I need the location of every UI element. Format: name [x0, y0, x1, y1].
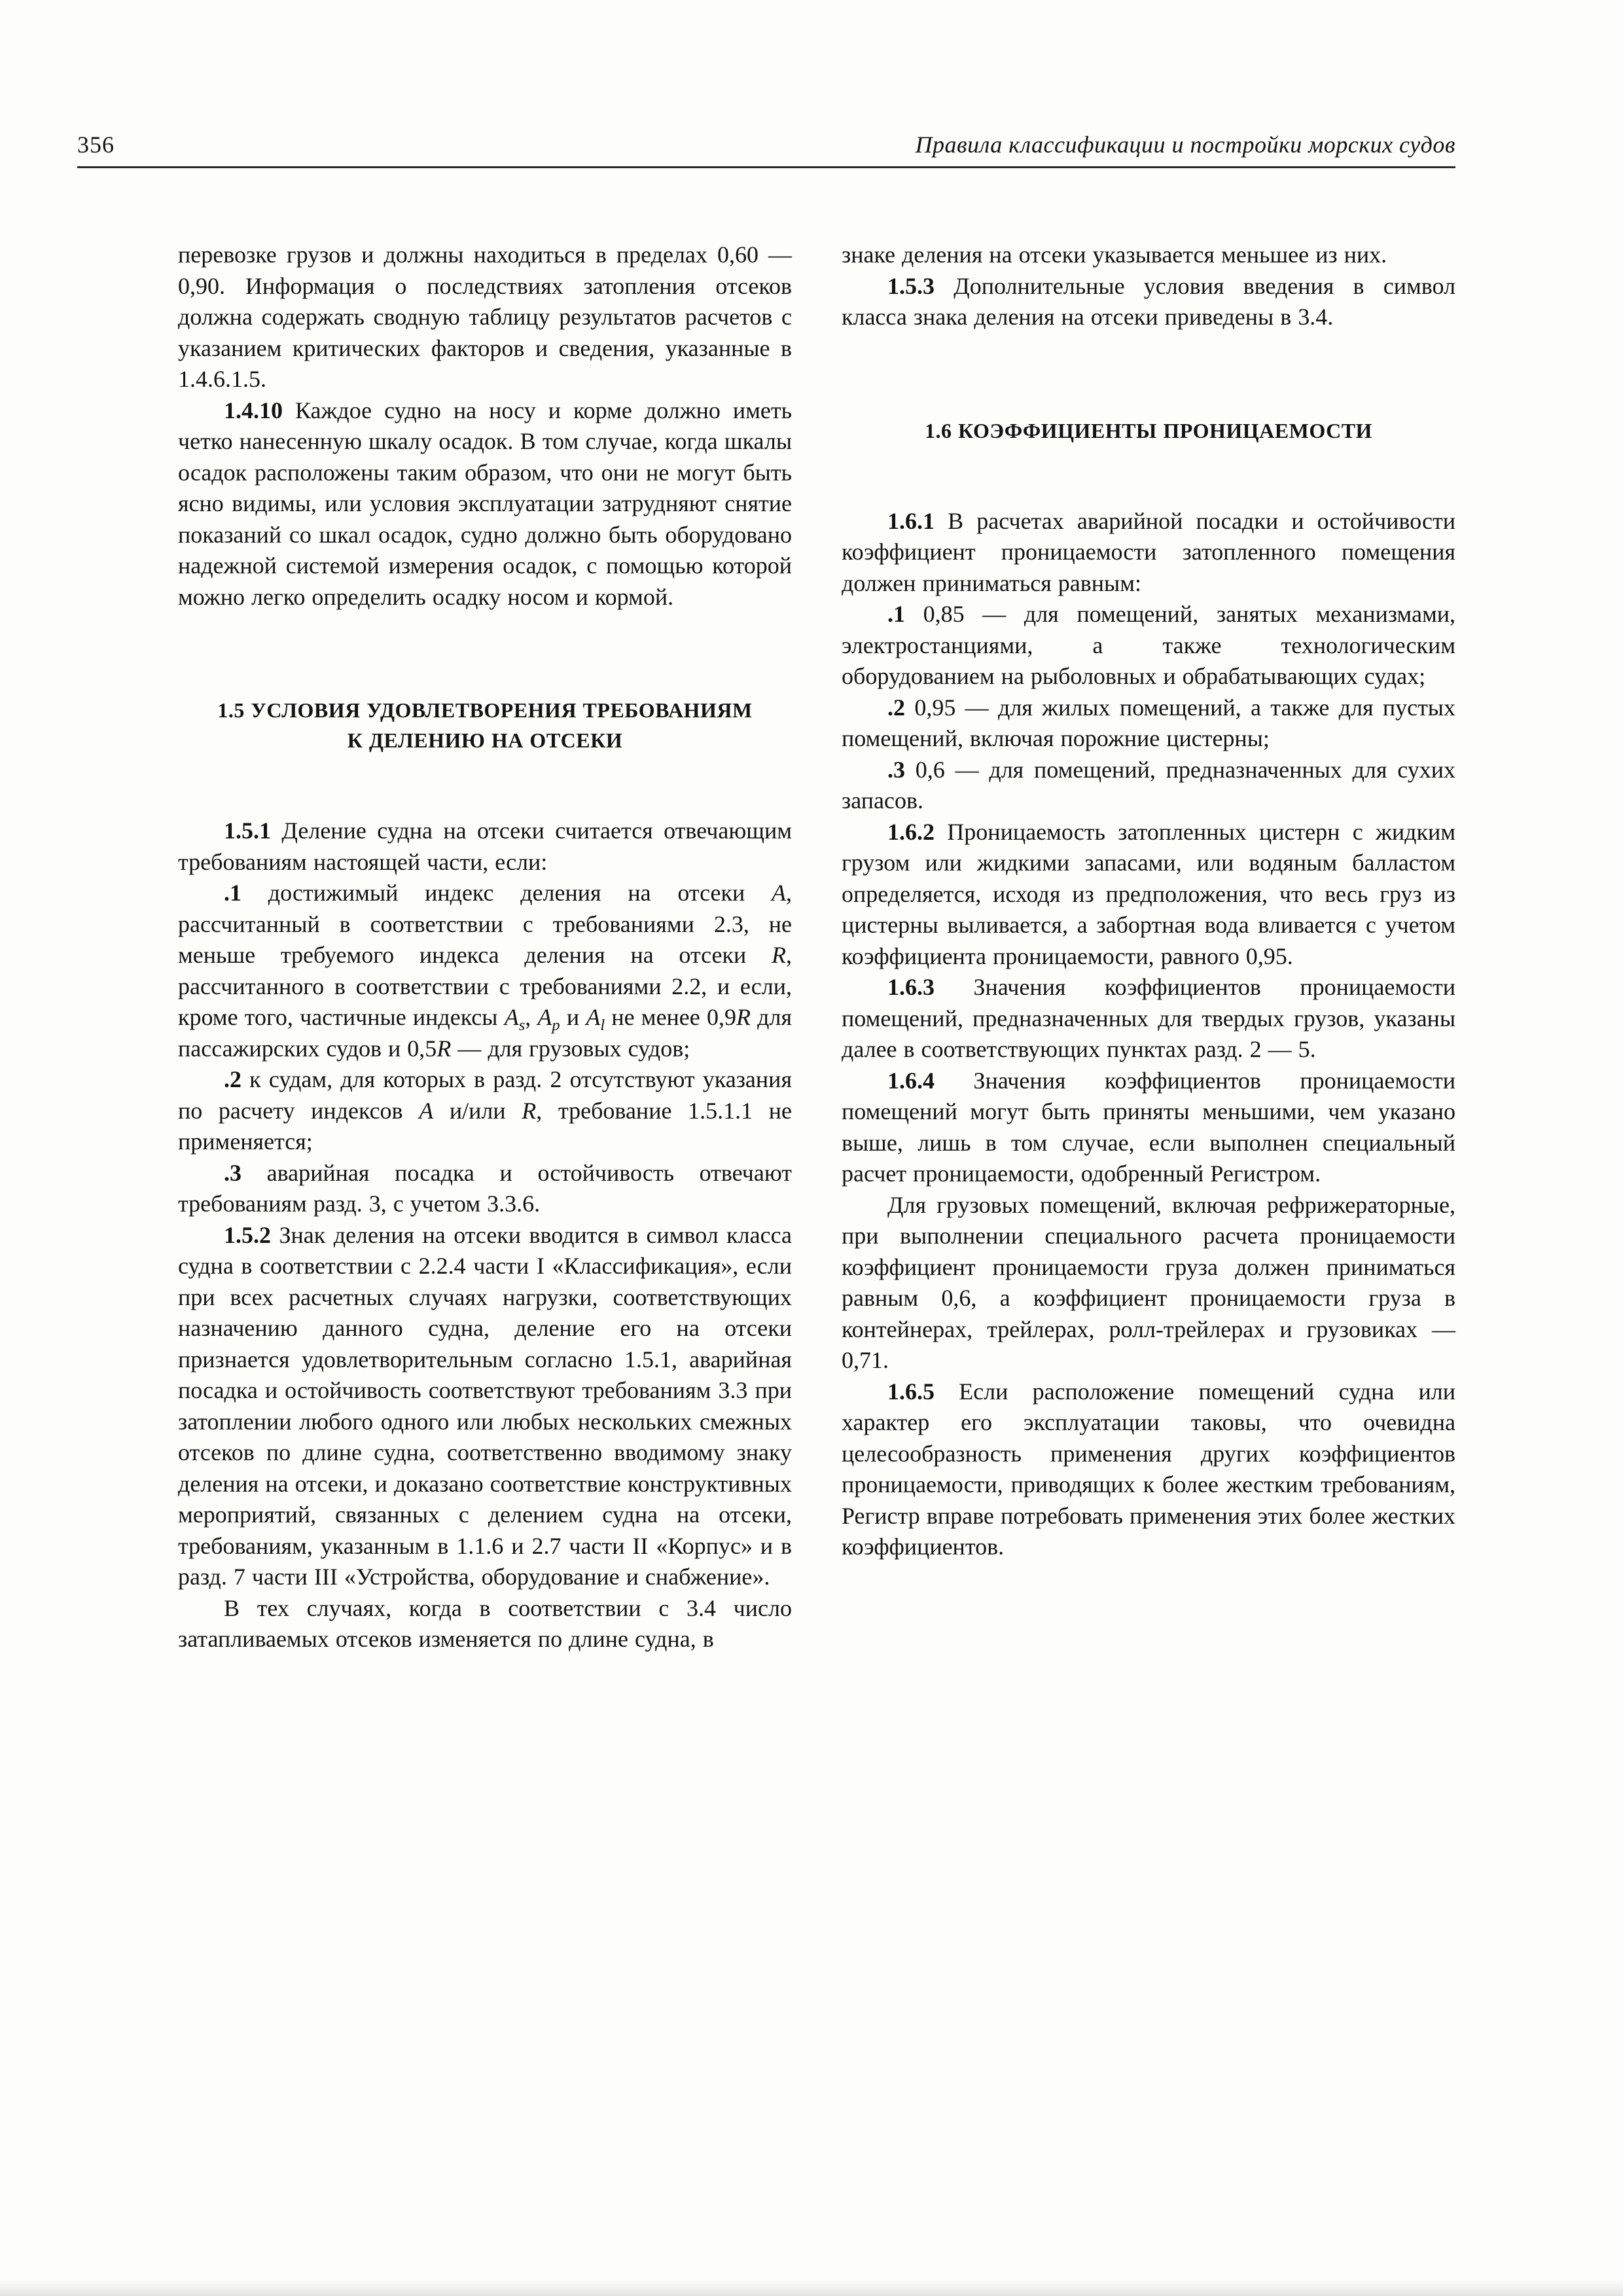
paragraph: [178, 1064, 792, 1158]
text-run: s: [518, 1016, 526, 1035]
text-run: к судам, для которых в разд. 2 отсутствуют указания по расчету индексов: [178, 1066, 792, 1124]
text-run: .3: [887, 756, 905, 783]
text-run: 1.5.1: [224, 817, 271, 844]
text-run: , требование 1.5.1.1 не применяется;: [178, 1097, 792, 1155]
paragraph: [178, 1220, 792, 1593]
page-edge-shadow: [0, 2279, 1623, 2296]
text-run: аварийная посадка и остойчивость отвечают требованиям разд. 3, с учетом 3.3.6.: [178, 1159, 792, 1217]
text-run: Знак деления на отсеки вводится в символ класса судна в соответствии с 2.2.4 части I «Классификация», если при всех расчетных случаях нагрузки, соответствующих назначению данного судна, деление его на отсеки признается удовлетворительным согласно 1.5.1, аварийная посадка и остойчивость соответствуют требованиям 3.3 при затоплении любого одного или любых нескольких смежных отсеков по длине судна, соответственно вводимому знаку деления на отсеки, и доказано соответствие конструктивных мероприятий, связанных с делением судна на отсеки, требованиям, указанным в 1.1.6 и 2.7 части II «Корпус» и в разд. 7 части III «Устройства, оборудование и снабжение».: [178, 1221, 792, 1590]
text-run: A: [772, 880, 786, 906]
text-run: и/или: [433, 1097, 522, 1124]
paragraph: [842, 599, 1455, 692]
text-run: 0,85 — для помещений, занятых механизмами, электростанциями, а также технологическим оборудованием на рыболовных и обрабатывающих судах;: [842, 601, 1455, 689]
text-run: В тех случаях, когда в соответствии с 3.4 число затапливаемых отсеков изменяется по длине судна, в: [178, 1594, 792, 1652]
text-column-left: [178, 240, 792, 1655]
text-run: не менее 0,9: [605, 1004, 736, 1030]
paragraph: [178, 1158, 792, 1220]
text-run: R: [522, 1097, 537, 1124]
text-run: p: [552, 1016, 560, 1035]
text-run: для пассажирских судов и 0,5: [178, 1004, 793, 1062]
text-run: 1.4.10: [224, 397, 283, 423]
text-run: , рассчитанный в соответствии с требованиями 2.3, не меньше требуемого индекса деления на отсеки: [178, 880, 792, 968]
text-run: .2: [224, 1066, 241, 1092]
paragraph: [842, 972, 1455, 1066]
text-run: — для грузовых судов;: [451, 1035, 690, 1062]
text-run: A: [537, 1004, 552, 1030]
paragraph: [178, 816, 792, 878]
text-run: .1: [224, 880, 241, 906]
running-head-title: Правила классификации и постройки морских судов: [915, 132, 1455, 158]
paragraph: [178, 395, 792, 613]
text-run: A: [504, 1004, 519, 1030]
section-heading: [842, 416, 1455, 446]
page-number: 356: [77, 132, 115, 158]
paragraph: [842, 1376, 1455, 1563]
text-run: A: [419, 1097, 434, 1124]
text-run: Проницаемость затопленных цистерн с жидким грузом или жидкими запасами, или водяным балластом определяется, исходя из предположения, что весь груз из цистерны выливается, а забортная вода вливается с учетом коэффициента проницаемости, равного 0,95.: [842, 818, 1455, 969]
text-run: Если расположение помещений судна или характер его эксплуатации таковы, что очевидна целесообразность применения других коэффициентов проницаемости, приводящих к более жестким требованиям, Регистр вправе потребовать применения этих более жестких коэффициентов.: [842, 1378, 1455, 1560]
text-run: 0,6 — для помещений, предназначенных для сухих запасов.: [842, 756, 1455, 814]
text-run: .3: [224, 1159, 241, 1186]
paragraph: [842, 755, 1455, 817]
text-run: Для грузовых помещений, включая рефрижераторные, при выполнении специального расчета проницаемости коэффициент проницаемости груза должен приниматься равным 0,6, а коэффициент проницаемости груза в контейнерах, трейлерах, ролл-трейлерах и грузовиках — 0,71.: [842, 1191, 1455, 1373]
paragraph: [842, 271, 1455, 333]
text-run: Деление судна на отсеки считается отвечающим требованиям настоящей части, если:: [178, 817, 792, 875]
section-heading: [178, 695, 792, 755]
text-run: ,: [525, 1004, 538, 1030]
text-run: 0,95 — для жилых помещений, а также для пустых помещений, включая порожние цистерны;: [842, 694, 1455, 751]
text-run: перевозке грузов и должны находиться в пределах 0,60 — 0,90. Информация о последствиях затопления отсеков должна содержать сводную таблицу результатов расчетов с указанием критических факторов и сведения, указанные в 1.4.6.1.5.: [178, 242, 792, 392]
text-run: .2: [887, 694, 905, 721]
text-run: 1.6.4: [887, 1067, 935, 1094]
text-run: достижимый индекс деления на отсеки: [241, 880, 772, 906]
text-run: .1: [887, 601, 905, 627]
text-run: и: [560, 1004, 586, 1030]
text-run: 1.6.5: [887, 1378, 935, 1405]
paragraph: [842, 817, 1455, 973]
text-run: В расчетах аварийной посадки и остойчивости коэффициент проницаемости затопленного помещения должен приниматься равным:: [842, 507, 1455, 596]
text-run: 1.5.3: [887, 272, 935, 299]
text-run: 1.6 КОЭФФИЦИЕНТЫ ПРОНИЦАЕМОСТИ: [925, 418, 1372, 442]
text-run: R: [736, 1004, 751, 1030]
text-run: R: [772, 942, 786, 968]
text-run: 1.5 УСЛОВИЯ УДОВЛЕТВОРЕНИЯ ТРЕБОВАНИЯМ: [217, 698, 753, 722]
text-run: , рассчитанного в соответствии с требованиями 2.2, и если, кроме того, частичные индексы: [178, 942, 792, 1030]
text-run: 1.5.2: [224, 1221, 271, 1248]
page-body: [178, 240, 1455, 1655]
text-run: знаке деления на отсеки указывается меньшее из них.: [842, 242, 1387, 268]
paragraph: [842, 1066, 1455, 1190]
paragraph: [842, 506, 1455, 600]
paragraph: [842, 240, 1455, 271]
text-run: 1.6.2: [887, 818, 935, 845]
paragraph: [178, 1593, 792, 1655]
paragraph: [842, 692, 1455, 755]
text-run: l: [600, 1016, 605, 1035]
paragraph: [178, 240, 792, 395]
text-run: A: [586, 1004, 601, 1030]
text-run: Дополнительные условия введения в символ класса знака деления на отсеки приведены в 3.4.: [842, 272, 1455, 330]
text-run: К ДЕЛЕНИЮ НА ОТСЕКИ: [347, 728, 623, 752]
paragraph: [842, 1190, 1455, 1376]
page-header: [77, 131, 1455, 168]
text-column-right: [842, 240, 1455, 1655]
text-run: Каждое судно на носу и корме должно иметь четко нанесенную шкалу осадок. В том случае, когда шкалы осадок расположены таким образом, что они не могут быть ясно видимы, или условия эксплуатации затрудняют снятие показаний со шкал осадок, судно должно быть оборудовано надежной системой измерения осадок, с помощью которой можно легко определить осадку носом и кормой.: [178, 397, 792, 610]
text-run: 1.6.1: [887, 507, 935, 534]
text-run: Значения коэффициентов проницаемости помещений могут быть приняты меньшими, чем указано выше, лишь в том случае, если выполнен специальный расчет проницаемости, одобренный Регистром.: [842, 1067, 1455, 1187]
paragraph: [178, 878, 792, 1064]
text-run: 1.6.3: [887, 974, 935, 1000]
text-run: Значения коэффициентов проницаемости помещений, предназначенных для твердых грузов, указаны далее в соответствующих пунктах разд. 2 — 5.: [842, 974, 1455, 1062]
text-run: R: [437, 1035, 452, 1062]
